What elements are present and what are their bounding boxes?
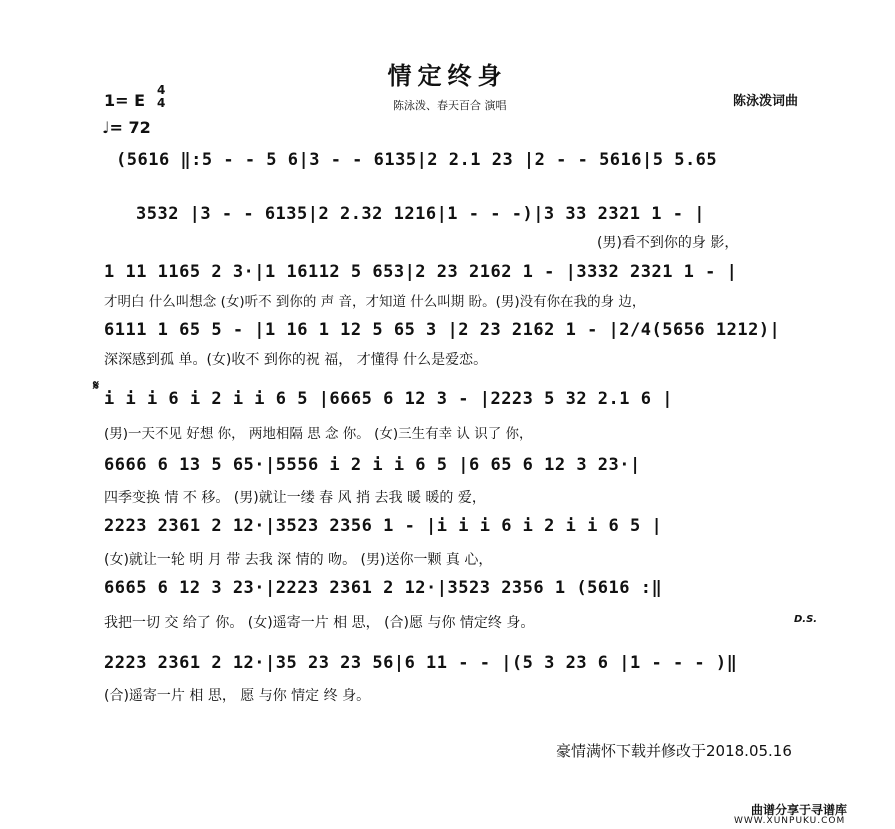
staff-line-6-lyrics: 四季变换 情 不 移。 (男)就让一缕 春 风 捎 去我 暖 暖的 爱， (104, 490, 486, 506)
staff-line-4-lyrics: 深深感到孤 单。(女)收不 到你的祝 福， 才懂得 什么是爱恋。 (104, 352, 488, 368)
segno-sign: 𝄋 (93, 378, 100, 394)
staff-line-1-notes: (5616 ‖:5 - - 5 6|3 - - 6135|2 2.1 23 |2 - - 5616|5 5.65 (116, 150, 718, 170)
staff-line-7-lyrics: (女)就让一轮 明 月 带 去我 深 情的 吻。 (男)送你一颗 真 心， (104, 552, 493, 568)
time-signature-numerator: 4 (157, 83, 166, 97)
staff-line-5-notes: i i i 6 i 2 i i 6 5 |6665 6 12 3 - |2223 5 32 2.1 6 | (104, 389, 673, 409)
staff-line-6-notes: 6666 6 13 5 65·|5556 i 2 i i 6 5 |6 65 6 12 3 23·| (104, 455, 641, 475)
time-signature-denominator: 4 (157, 96, 166, 110)
dal-segno-mark: D.S. (794, 614, 818, 625)
tempo-marking: ♩= 72 (102, 118, 151, 137)
staff-line-3-notes: 1 11 1165 2 3·|1 16112 5 653|2 23 2162 1 - |3332 2321 1 - | (104, 262, 738, 282)
staff-line-5-lyrics: (男)一天不见 好想 你， 两地相隔 思 念 你。 (女)三生有幸 认 识了 你， (104, 426, 533, 442)
time-signature (157, 84, 165, 110)
staff-line-3-lyrics: 才明白 什么叫想念 (女)听不 到你的 声 音，才知道 什么叫期 盼。(男)没有你在我的身 边， (104, 294, 646, 310)
performers-credit: 陈泳泼、春天百合 演唱 (393, 99, 507, 112)
staff-line-2-lyrics: (男)看不到你的身 影， (597, 235, 739, 251)
key-signature: 1= E (104, 91, 146, 110)
staff-line-8-notes: 6665 6 12 3 23·|2223 2361 2 12·|3523 2356 1 (5616 :‖ (104, 578, 663, 598)
download-note: 豪情满怀下载并修改于2018.05.16 (556, 742, 792, 760)
staff-line-8-lyrics: 我把一切 交 给了 你。 (女)遥寄一片 相 思， (合)愿 与你 情定终 身。 (104, 615, 535, 631)
composer-credit: 陈泳泼词曲 (733, 94, 799, 109)
staff-line-9-notes: 2223 2361 2 12·|35 23 23 56|6 11 - - |(5 3 23 6 |1 - - - )‖ (104, 653, 738, 673)
staff-line-2-notes: 3532 |3 - - 6135|2 2.32 1216|1 - - -)|3 33 2321 1 - | (136, 204, 705, 224)
staff-line-9-lyrics: (合)遥寄一片 相 思， 愿 与你 情定 终 身。 (104, 688, 371, 704)
staff-line-7-notes: 2223 2361 2 12·|3523 2356 1 - |i i i 6 i 2 i i 6 5 | (104, 516, 663, 536)
song-title: 情定终身 (387, 62, 508, 90)
watermark-text: 曲谱分享于寻谱库 (751, 803, 848, 817)
watermark-url: WWW.XUNPUKU.COM (734, 816, 846, 826)
staff-line-4-notes: 6111 1 65 5 - |1 16 1 12 5 65 3 |2 23 2162 1 - |2/4(5656 1212)| (104, 320, 781, 340)
